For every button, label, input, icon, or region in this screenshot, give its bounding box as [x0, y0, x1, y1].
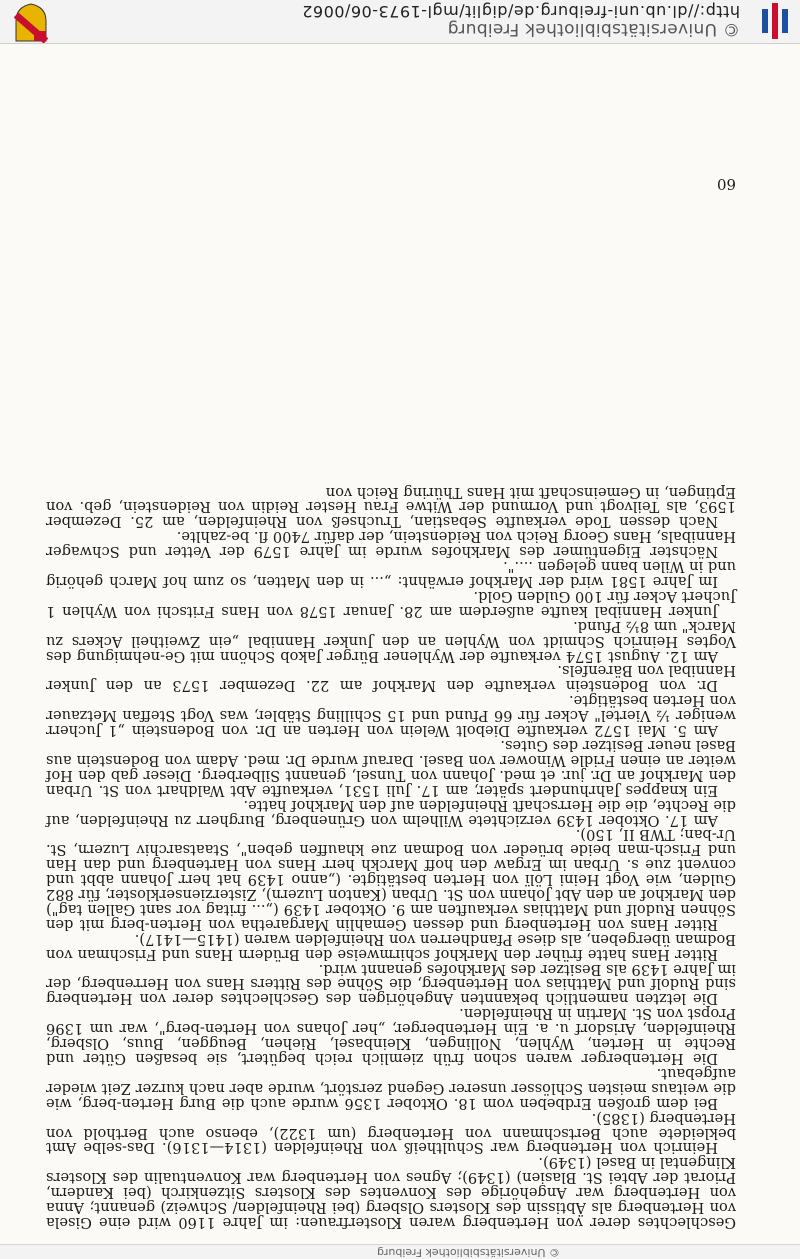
- footer-url[interactable]: http://dl.ub.uni-freiburg.de/diglit/mgl-1973-06/0062: [301, 2, 740, 21]
- page-number: 60: [716, 175, 736, 193]
- footer-bar: [0, 0, 800, 44]
- paragraph: Im Jahre 1581 wird der Markhof erwähnt: „... in den Matten, so zum hof March gehörig und in Wilen bann gelegen ....".: [46, 558, 736, 591]
- paragraph: Geschlechtes derer von Hertenberg waren Klosterfrauen: im Jahre 1160 wird eine Gisela von Hertenberg als Äbtissin des Klosters Olsberg (bei Rheinfelden/ Schweiz) genannt; Anna von Hertenberg war Angehörige des Konventes des Klosters Sitzenkirch (bei Kandern, Priorat der Abtei St. Blasien) (1349); Agnes von Hertenberg war Konventualin des Klosters Klingental in Basel (1349).: [46, 1154, 736, 1231]
- coat-of-arms-icon: [14, 3, 48, 43]
- paragraph: Die Hertenberger waren schon früh ziemlich reich begütert, sie besaßen Güter und Rechte in Herten, Wyhlen, Nollingen, Kleinbasel, Riehen, Beuggen, Buus, Olsberg, Rheinfelden, Arisdorf u. a. Ein Hertenberger, „her Johans von Herten-berg", war um 1396 Propst von St. Martin in Rheinfelden.: [46, 1005, 736, 1068]
- document-body: [46, 484, 736, 1229]
- paragraph: Die letzten namentlich bekannten Angehörigen des Geschlechtes derer von Hertenberg sind Rudolf und Matthias von Hertenberg, die Söhne des Ritters Hans von Herrenberg, der im Jahre 1439 als Besitzer des Markhofes genannt wird.: [46, 960, 736, 1008]
- paragraph: Nächster Eigentümer des Markhofes wurde im Jahre 1579 der Vetter und Schwager Hannibals, Hans Georg Reich von Reidenstein, der dafür 7400 fl. be-zahlte.: [46, 528, 736, 561]
- paragraph: Ritter Hans hatte früher den Markhof schirmweise den Brüdern Hans und Frischman von Bodman übergeben, als diese Pfandherren von Rheinfelden waren (1415—1417).: [46, 930, 736, 963]
- footer-library: © Universitätsbibliothek Freiburg: [447, 19, 740, 39]
- top-strip: [0, 1244, 800, 1259]
- paragraph: Am 17. Oktober 1439 verzichtete Wilhelm von Grünenberg, Burgherr zu Rheinfelden, auf die Rechte, die die Herrschaft Rheinfelden auf den Markhof hatte.: [46, 796, 736, 829]
- paragraph: Dr. von Bodenstein verkaufte den Markhof am 22. Dezember 1573 an den Junker Hannibal von Bärenfels.: [46, 662, 736, 695]
- paragraph: Ritter Hans von Hertenberg und dessen Gemahlin Margaretha von Herten-berg mit den Söhnen Rudolf und Matthias verkauften am 9. Oktober 1439 („... fritag vor sant Gallen tag") den Markhof an den Abt Johann von St. Urban (Kanton Luzern), Zisterzienserkloster, für 882 Gulden, wie Vogt Heini Lölï von Herten bestätigte. („anno 1439 hat herr Johann abbt und convent zue s. Urban im Ergaw den hoff Marckh herr Hans von Hartenberg und dan Han und Frisch-man beide brüeder von Bodman zue khauffen geben", Staatsarchiv Luzern, St. Ur-ban; TWB II, 150).: [46, 826, 736, 933]
- paragraph: Junker Hannibal kaufte außerdem am 28. Januar 1578 von Hans Fritschi von Wyhlen 1 Juchert Acker für 100 Gulden Gold.: [46, 587, 736, 620]
- paragraph: Nach dessen Tode verkaufte Sebastian, Truchseß von Rheinfelden, am 25. Dezember 1593, als Teilvogt und Vormund der Witwe Frau Hester Reidin von Reidenstein, geb. von Eptingen, in Gemeinschaft mit Hans Thüring Reich von: [46, 483, 736, 531]
- paragraph: Heinrich von Hertenberg war Schultheiß von Rheinfelden (1314—1316). Das-selbe Amt bekleidete auch Bertschmann von Hertenberg (um 1322), ebenso auch Berthold von Hertenberg (1385).: [46, 1109, 736, 1157]
- paragraph: Ein knappes Jahrhundert später, am 17. Juli 1531, verkaufte Abt Waldhart von St. Urban den Markhof an Dr. jur. et med. Johann von Tunsel, genannt Silberberg. Dieser gab den Hof weiter an einen Fridle Winower von Basel. Darauf wurde Dr. med. Adam von Bodenstein aus Basel neuer Besitzer des Gutes.: [46, 737, 736, 799]
- paragraph: Am 12. August 1574 verkaufte der Wyhlener Bürger Jakob Schönn mit Ge-nehmigung des Vogtes Heinrich Schmidt von Wyhlen an den Junker Hannibal „ein Zweitheil Ackers zu Marck" um 8½ Pfund.: [46, 617, 736, 665]
- ub-logo-icon: [758, 3, 792, 39]
- paragraph: Bei dem großen Erdbeben vom 18. Oktober 1356 wurde auch die Burg Herten-berg, wie die weitaus meisten Schlösser unserer Gegend zerstört, wurde aber nach kurzer Zeit wieder aufgebaut.: [46, 1064, 736, 1112]
- paragraph: Am 5. Mai 1572 verkaufte Diebolt Welein von Herten an Dr. von Bodenstein „1 Jucherr weniger ½ Viertel" Acker für 66 Pfund und 15 Schilling Stäbler, was Vogt Steffan Metzauer von Herten bestätigte.: [46, 692, 736, 740]
- top-strip-text: © Universitätsbibliothek Freiburg: [377, 1246, 560, 1259]
